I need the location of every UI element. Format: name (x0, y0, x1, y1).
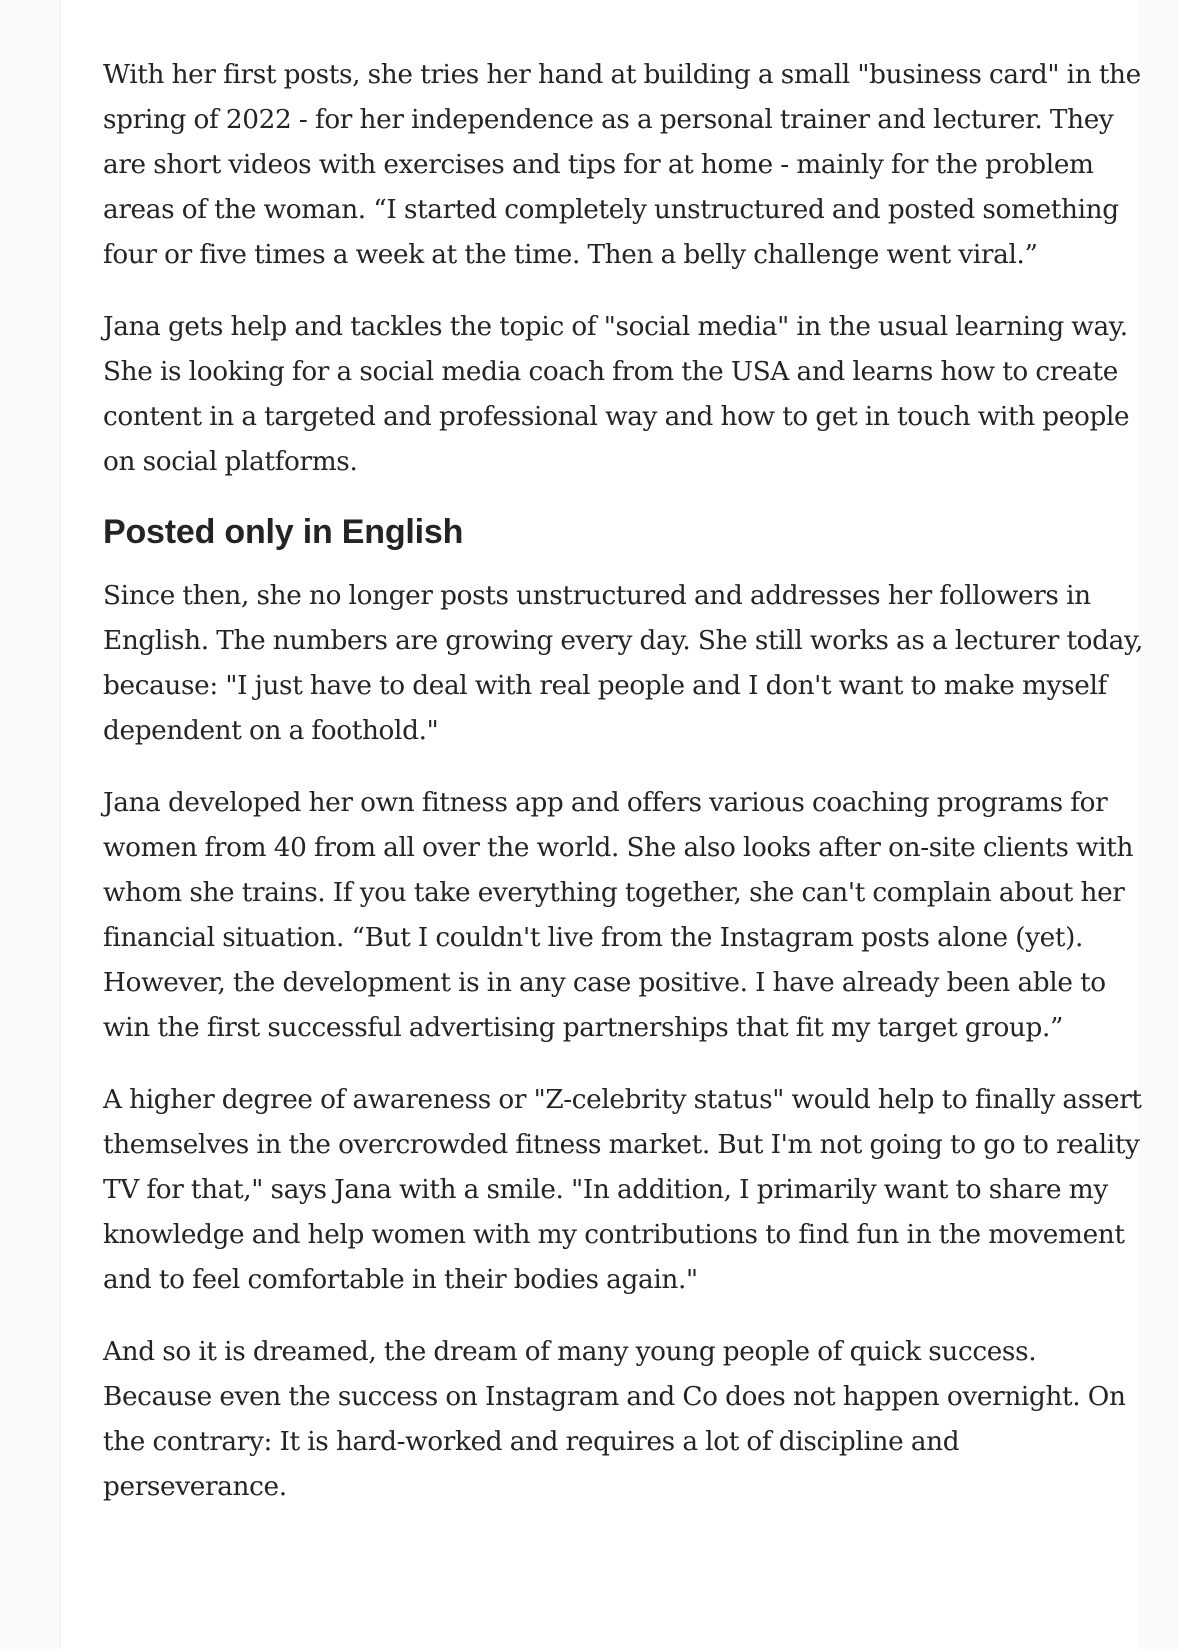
paragraph-social-media-coach: Jana gets help and tackles the topic of "social media" in the usual learning way. She is looking for a social media coach from the USA and learns how to create content in a targeted and professional way and how to get in touch with people on social platforms. (103, 312, 1130, 477)
right-gutter (1139, 0, 1179, 1649)
paragraph-fitness-app: Jana developed her own fitness app and offers various coaching programs for women from 40 from all over the world. She also looks after on-site clients with whom she trains. If you take everything together, she can't complain about her financial situation. “But I couldn't live from the Instagram posts alone (yet). However, the development is in any case positive. I have already been able to win the first successful advertising partnerships that fit my target group.” (103, 788, 1134, 1043)
article-body (103, 53, 1143, 1537)
section-heading: Posted only in English (103, 513, 464, 551)
paragraph-first-posts: With her first posts, she tries her hand at building a small "business card" in the spring of 2022 - for her independence as a personal trainer and lecturer. They are short videos with exercises and tips for at home - mainly for the problem areas of the woman. “I started completely unstructured and posted something four or five times a week at the time. Then a belly challenge went viral.” (103, 60, 1141, 270)
paragraph-english-posts: Since then, she no longer posts unstructured and addresses her followers in English. The numbers are growing every day. She still works as a lecturer today, because: "I just have to deal with real people and I don't want to make myself dependent on a foothold." (103, 581, 1143, 746)
left-gutter (0, 0, 61, 1649)
paragraph-quick-success: And so it is dreamed, the dream of many young people of quick success. Because even the success on Instagram and Co does not happen overnight. On the contrary: It is hard-worked and requires a lot of discipline and perseverance. (103, 1337, 1126, 1502)
paragraph-celebrity-status: A higher degree of awareness or "Z-celebrity status" would help to finally assert themselves in the overcrowded fitness market. But I'm not going to go to reality TV for that," says Jana with a smile. "In addition, I primarily want to share my knowledge and help women with my contributions to find fun in the movement and to feel comfortable in their bodies again." (103, 1085, 1142, 1295)
